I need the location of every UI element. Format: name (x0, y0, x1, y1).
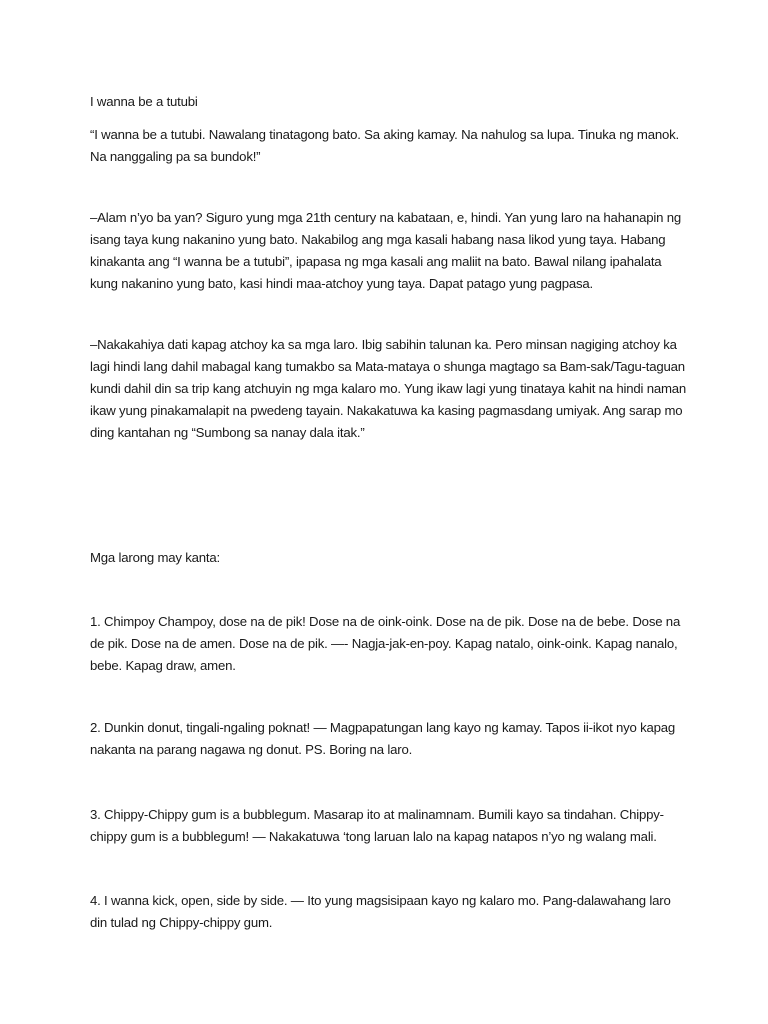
song-quote: “I wanna be a tutubi. Nawalang tinatagong bato. Sa aking kamay. Na nahulog sa lupa. Tinuka ng manok. Na nanggaling pa sa bundok!” (90, 127, 679, 164)
list-item: 2. Dunkin donut, tingali-ngaling poknat! — Magpapatungan lang kayo ng kamay. Tapos ii-ikot nyo kapag nakanta na parang nagawa ng donut. PS. Boring na laro. (90, 720, 676, 757)
list-item: 4. I wanna kick, open, side by side. — Ito yung magsisipaan kayo ng kalaro mo. Pang-dalawahang laro din tulad ng Chippy-chippy gum. (90, 893, 671, 930)
paragraph-alam: –Alam n’yo ba yan? Siguro yung mga 21th century na kabataan, e, hindi. Yan yung laro na hahanapin ng isang taya kung nakanino yung bato. Nakabilog ang mga kasali habang nasa likod yung taya. Habang kinakanta ang “I wanna be a tutubi”, ipapasa ng mga kasali ang maliit na bato. Bawal nilang ipahalata kung nakanino yung bato, kasi hindi maa-atchoy yung taya. Dapat patago yung pagpasa. (90, 210, 681, 291)
paragraph-nakakahiya: –Nakakahiya dati kapag atchoy ka sa mga laro. Ibig sabihin talunan ka. Pero minsan nagiging atchoy ka lagi hindi lang dahil mabagal kang tumakbo sa Mata-mataya o shunga magtago sa Bam-sak/Tagu-taguan kundi dahil din sa trip kang atchuyin ng mga kalaro mo. Yung ikaw lagi yung tinataya kahit na hindi naman ikaw yung pinakamalapit na pwedeng tayain. Nakakatuwa ka kasing pagmasdang umiyak. Ang sarap mo ding kantahan ng “Sumbong sa nanay dala itak.” (90, 337, 687, 440)
section-heading: Mga larong may kanta: (90, 550, 220, 565)
list-item: 1. Chimpoy Champoy, dose na de pik! Dose na de oink-oink. Dose na de pik. Dose na de bebe. Dose na de pik. Dose na de amen. Dose na de pik. —- Nagja-jak-en-poy. Kapag natalo, oink-oink. Kapag nanalo, bebe. Kapag draw, amen. (90, 614, 681, 673)
list-item: 3. Chippy-Chippy gum is a bubblegum. Masarap ito at malinamnam. Bumili kayo sa tindahan. Chippy-chippy gum is a bubblegum! — Nakakatuwa ‘tong laruan lalo na kapag natapos n’yo ng walang mali. (90, 807, 664, 844)
document-title: I wanna be a tutubi (90, 94, 198, 109)
